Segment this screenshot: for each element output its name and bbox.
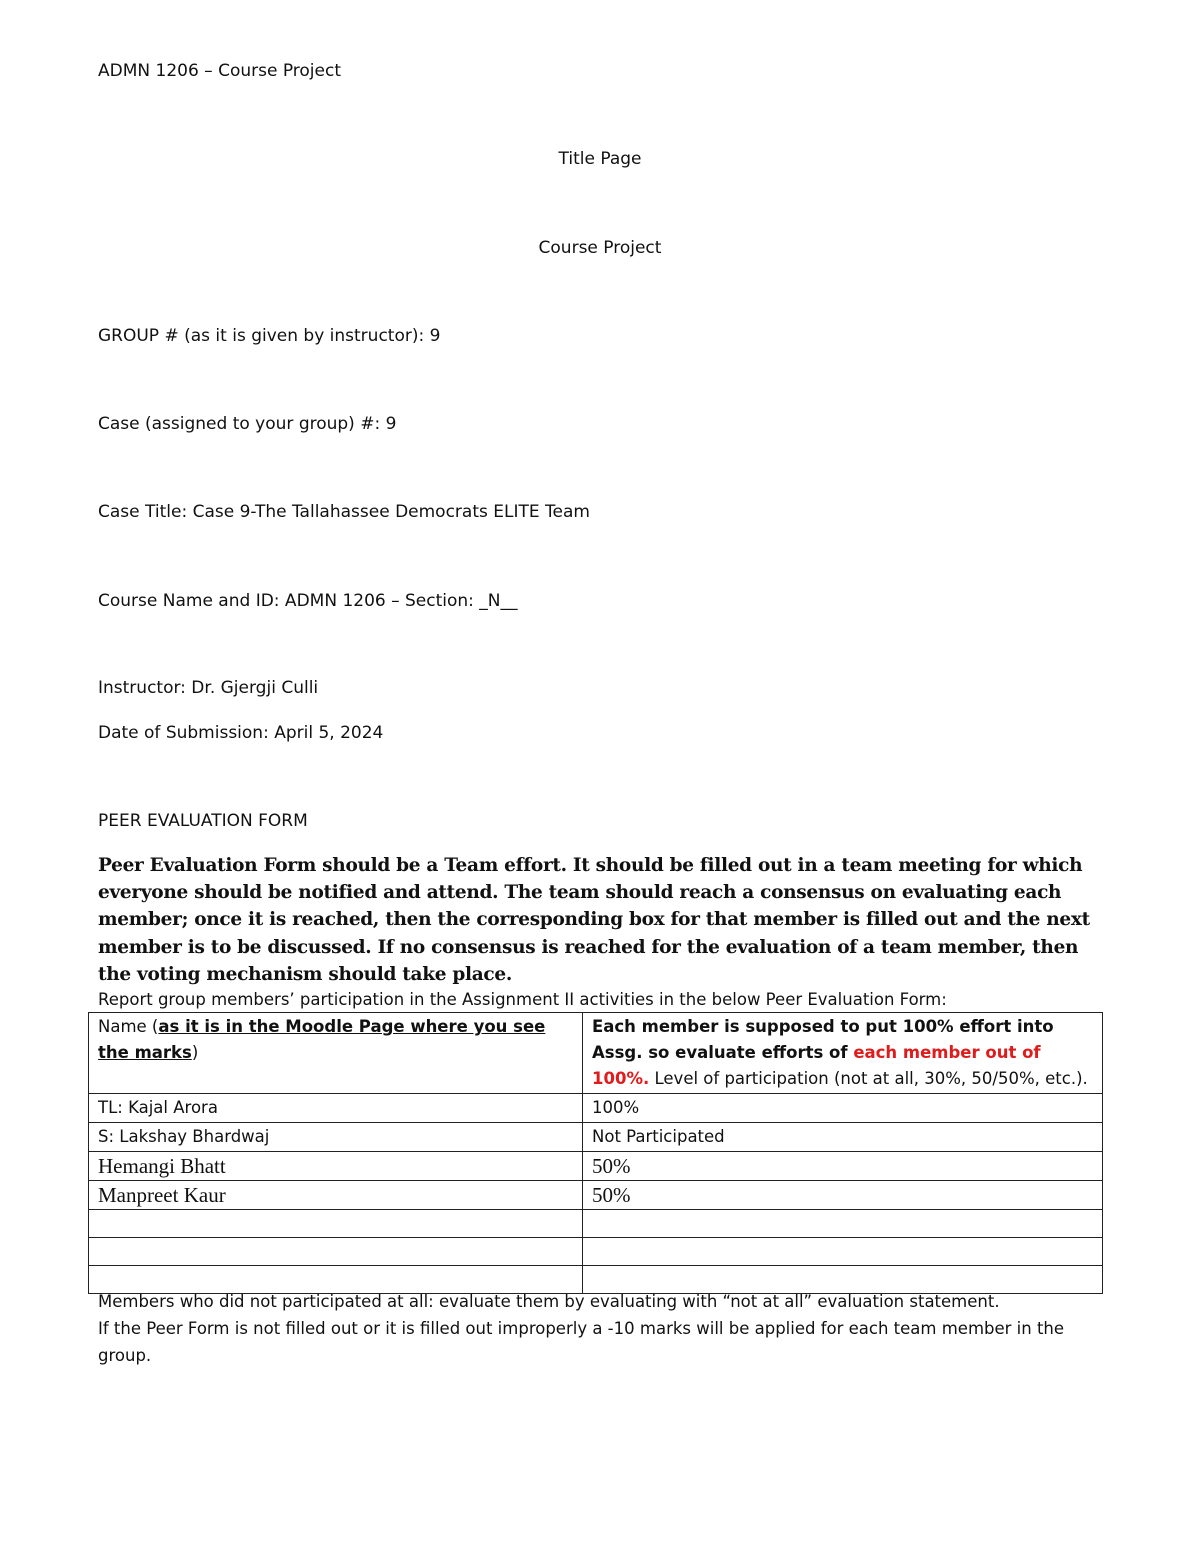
effort-column-header (583, 1013, 1103, 1094)
effort-header-rest: Level of participation (not at all, 30%, 50/50%, etc.). (649, 1069, 1088, 1088)
table-row (89, 1210, 1103, 1238)
course-project-heading: Course Project (538, 238, 662, 258)
member-name-cell[interactable]: TL: Kajal Arora (89, 1094, 583, 1123)
non-participation-note: Members who did not participated at all: evaluate them by evaluating with “not at all” evaluation statement. (98, 1292, 1000, 1311)
peer-form-intro: Report group members’ participation in the Assignment II activities in the below Peer Evaluation Form: (98, 990, 947, 1009)
course-name-field: Course Name and ID: ADMN 1206 – Section: _N__ (98, 591, 518, 611)
member-name-cell[interactable] (89, 1210, 583, 1238)
name-column-header (89, 1013, 583, 1094)
case-number-field: Case (assigned to your group) #: 9 (98, 414, 397, 434)
title-page-heading: Title Page (558, 149, 642, 169)
peer-evaluation-table (88, 1012, 1103, 1294)
member-name-cell[interactable] (89, 1238, 583, 1266)
member-name-cell[interactable]: S: Lakshay Bhardwaj (89, 1123, 583, 1152)
instructor-field: Instructor: Dr. Gjergji Culli (98, 678, 319, 698)
group-number-field: GROUP # (as it is given by instructor): 9 (98, 326, 441, 346)
member-name-cell[interactable]: Manpreet Kaur (89, 1181, 583, 1210)
member-name-cell[interactable]: Hemangi Bhatt (89, 1152, 583, 1181)
member-effort-cell[interactable]: Not Participated (583, 1123, 1103, 1152)
name-header-prefix: Name ( (98, 1017, 159, 1036)
member-effort-cell[interactable] (583, 1238, 1103, 1266)
table-row (89, 1181, 1103, 1210)
member-effort-cell[interactable]: 50% (583, 1152, 1103, 1181)
effort-header-red: each member out of 100%. (592, 1043, 1041, 1088)
peer-evaluation-heading: PEER EVALUATION FORM (98, 811, 308, 831)
penalty-note: If the Peer Form is not filled out or it is filled out improperly a -10 marks will be applied for each team member in the group. (98, 1319, 1065, 1365)
member-effort-cell[interactable] (583, 1210, 1103, 1238)
table-row (89, 1152, 1103, 1181)
table-row (89, 1238, 1103, 1266)
effort-header-bold: Each member is supposed to put 100% effort into Assg. so evaluate efforts of (592, 1017, 1054, 1062)
submission-date-field: Date of Submission: April 5, 2024 (98, 723, 384, 743)
member-effort-cell[interactable]: 50% (583, 1181, 1103, 1210)
course-header: ADMN 1206 – Course Project (98, 61, 341, 81)
name-header-emphasis: as it is in the Moodle Page where you see the marks (98, 1017, 546, 1062)
table-row (89, 1123, 1103, 1152)
table-header-row (89, 1013, 1103, 1094)
table-row (89, 1094, 1103, 1123)
member-effort-cell[interactable]: 100% (583, 1094, 1103, 1123)
peer-evaluation-instructions: Peer Evaluation Form should be a Team effort. It should be filled out in a team meeting for which everyone should be notified and attend. The team should reach a consensus on evaluating each member; once it is reached, then the corresponding box for that member is filled out and the next member is to be discussed. If no consensus is reached for the evaluation of a team member, then the voting mechanism should take place. (98, 855, 1090, 985)
name-header-suffix: ) (191, 1043, 199, 1062)
case-title-field: Case Title: Case 9-The Tallahassee Democrats ELITE Team (98, 502, 590, 522)
